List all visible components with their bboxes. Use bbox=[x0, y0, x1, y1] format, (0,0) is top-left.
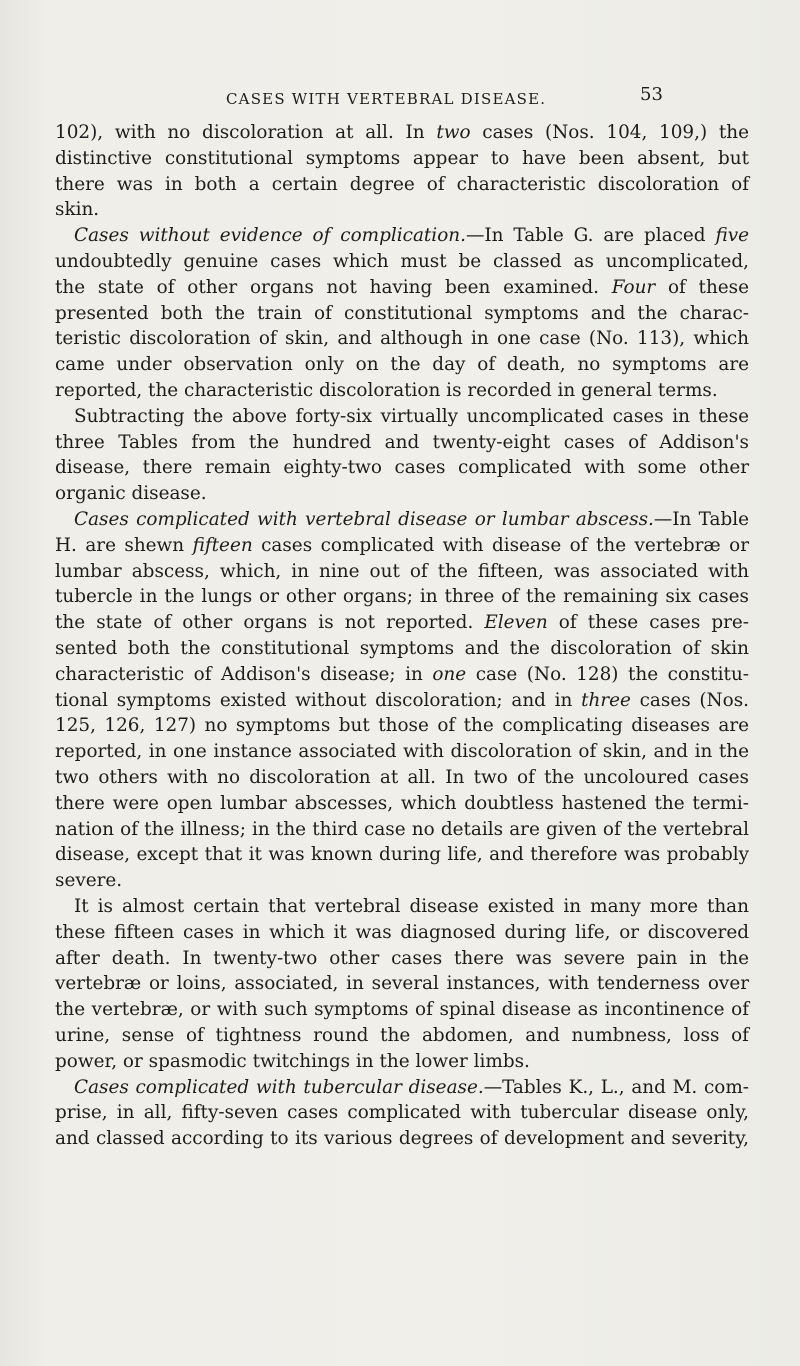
text-span: of these bbox=[655, 276, 749, 298]
text-line bbox=[55, 713, 749, 739]
text-span: undoubtedly genuine cases which must be classed as uncomplicated, bbox=[55, 251, 749, 272]
text-line bbox=[55, 584, 749, 610]
text-span: there was in both a certain degree of characteristic discoloration of bbox=[55, 173, 749, 195]
text-span: —Tables K., L., and M. com- bbox=[483, 1076, 750, 1098]
text-span: cases (Nos. 104, 109,) the bbox=[470, 122, 749, 143]
text-line bbox=[55, 688, 749, 714]
text-span: the vertebræ, or with such symptoms of spinal disease as incontinence of bbox=[55, 999, 749, 1021]
italic-text: fifteen bbox=[192, 534, 253, 556]
text-line bbox=[55, 868, 749, 894]
text-line bbox=[55, 559, 749, 585]
text-line bbox=[55, 275, 749, 301]
text-span: the state of other organs is not reported. bbox=[55, 612, 485, 634]
text-span: these fifteen cases in which it was diagnosed during life, or discovered bbox=[55, 921, 749, 943]
text-span: of these cases pre- bbox=[547, 612, 749, 634]
text-span: teristic discoloration of skin, and although in one case (No. 113), which bbox=[55, 328, 749, 350]
text-line bbox=[55, 249, 749, 275]
text-span: lumbar abscess, which, in nine out of the fifteen, was associated with bbox=[55, 560, 749, 582]
text-span: distinctive constitutional symptoms appear to have been absent, but bbox=[55, 147, 749, 169]
text-line bbox=[55, 430, 749, 456]
text-line bbox=[55, 172, 749, 198]
italic-text: Cases complicated with tubercular disease. bbox=[74, 1076, 484, 1098]
text-span: the state of other organs not having been examined. bbox=[55, 276, 612, 298]
running-head: CASES WITH VERTEBRAL DISEASE. bbox=[226, 90, 547, 108]
text-line bbox=[55, 1023, 749, 1049]
text-line bbox=[55, 946, 749, 972]
text-span: H. are shewn bbox=[55, 534, 193, 556]
text-span: presented both the train of constitutional symptoms and the charac- bbox=[55, 302, 749, 324]
text-span: power, or spasmodic twitchings in the lower limbs. bbox=[55, 1050, 530, 1072]
text-span: 102), with no discoloration at all. In bbox=[55, 122, 437, 143]
text-line bbox=[55, 971, 749, 997]
italic-text: five bbox=[715, 225, 749, 247]
italic-text: Cases complicated with vertebral disease or lumbar abscess. bbox=[74, 509, 654, 530]
text-span: —In Table G. are placed bbox=[465, 225, 716, 247]
text-line bbox=[55, 481, 749, 507]
text-span: organic disease. bbox=[55, 483, 207, 505]
text-span: disease, except that it was known during life, and therefore was probably bbox=[55, 844, 749, 866]
text-span: nation of the illness; in the third case no details are given of the vertebral bbox=[55, 818, 749, 840]
text-span: sented both the constitutional symptoms and the discoloration of skin bbox=[55, 638, 749, 659]
text-span: three Tables from the hundred and twenty-eight cases of Addison's bbox=[55, 431, 749, 453]
text-span: there were open lumbar abscesses, which doubtless hastened the termi- bbox=[55, 792, 749, 814]
italic-text: Four bbox=[611, 276, 656, 298]
text-line bbox=[55, 146, 749, 172]
text-line bbox=[55, 610, 749, 636]
page-number: 53 bbox=[640, 84, 663, 105]
text-span: two others with no discoloration at all. In two of the uncoloured cases bbox=[55, 767, 749, 788]
text-span: prise, in all, fifty-seven cases complicated with tubercular disease only, bbox=[55, 1102, 749, 1124]
text-line bbox=[74, 1075, 749, 1101]
text-span: tional symptoms existed without discoloration; and in bbox=[55, 689, 582, 711]
text-line bbox=[55, 662, 749, 688]
text-line bbox=[55, 120, 749, 146]
text-span: cases (Nos. bbox=[630, 689, 749, 711]
text-span: urine, sense of tightness round the abdomen, and numbness, loss of bbox=[55, 1025, 749, 1046]
text-line bbox=[55, 197, 749, 223]
text-line bbox=[74, 404, 749, 430]
italic-text: two bbox=[436, 122, 471, 143]
text-line bbox=[55, 533, 749, 559]
text-line bbox=[55, 636, 749, 662]
text-line bbox=[55, 1126, 749, 1152]
text-span: case (No. 128) the constitu- bbox=[466, 663, 750, 685]
text-span: skin. bbox=[55, 199, 100, 221]
italic-text: Cases without evidence of complication. bbox=[74, 225, 466, 247]
text-line bbox=[55, 765, 749, 791]
text-span: after death. In twenty-two other cases there was severe pain in the bbox=[55, 947, 749, 969]
text-line bbox=[55, 352, 749, 378]
text-line bbox=[55, 301, 749, 327]
text-span: reported, the characteristic discoloration is recorded in general terms. bbox=[55, 380, 718, 401]
text-line bbox=[55, 791, 749, 817]
text-line bbox=[55, 920, 749, 946]
text-line bbox=[55, 739, 749, 765]
italic-text: one bbox=[432, 663, 467, 685]
text-line bbox=[55, 378, 749, 404]
text-span: It is almost certain that vertebral disease existed in many more than bbox=[74, 896, 749, 917]
text-span: and classed according to its various degrees of development and severity, bbox=[55, 1128, 749, 1150]
text-line bbox=[74, 507, 749, 533]
text-line bbox=[55, 455, 749, 481]
text-line bbox=[74, 223, 749, 249]
text-span: disease, there remain eighty-two cases complicated with some other bbox=[55, 457, 749, 479]
text-span: characteristic of Addison's disease; in bbox=[55, 663, 433, 685]
text-line bbox=[55, 326, 749, 352]
text-span: came under observation only on the day of death, no symptoms are bbox=[55, 354, 749, 376]
text-line bbox=[55, 1049, 749, 1075]
text-line bbox=[55, 842, 749, 868]
text-span: vertebræ or loins, associated, in several instances, with tenderness over bbox=[55, 973, 749, 995]
text-span: 125, 126, 127) no symptoms but those of the complicating diseases are bbox=[55, 715, 749, 737]
italic-text: three bbox=[581, 689, 631, 711]
text-line bbox=[74, 894, 749, 920]
text-line bbox=[55, 817, 749, 843]
text-span: Subtracting the above forty-six virtually uncomplicated cases in these bbox=[74, 405, 749, 427]
text-span: severe. bbox=[55, 870, 123, 892]
text-span: reported, in one instance associated with discoloration of skin, and in the bbox=[55, 741, 749, 763]
text-span: —In Table bbox=[653, 509, 749, 530]
italic-text: Eleven bbox=[484, 612, 548, 634]
text-line bbox=[55, 997, 749, 1023]
text-span: tubercle in the lungs or other organs; in three of the remaining six cases bbox=[55, 586, 749, 608]
text-line bbox=[55, 1100, 749, 1126]
text-span: cases complicated with disease of the vertebræ or bbox=[252, 534, 750, 556]
